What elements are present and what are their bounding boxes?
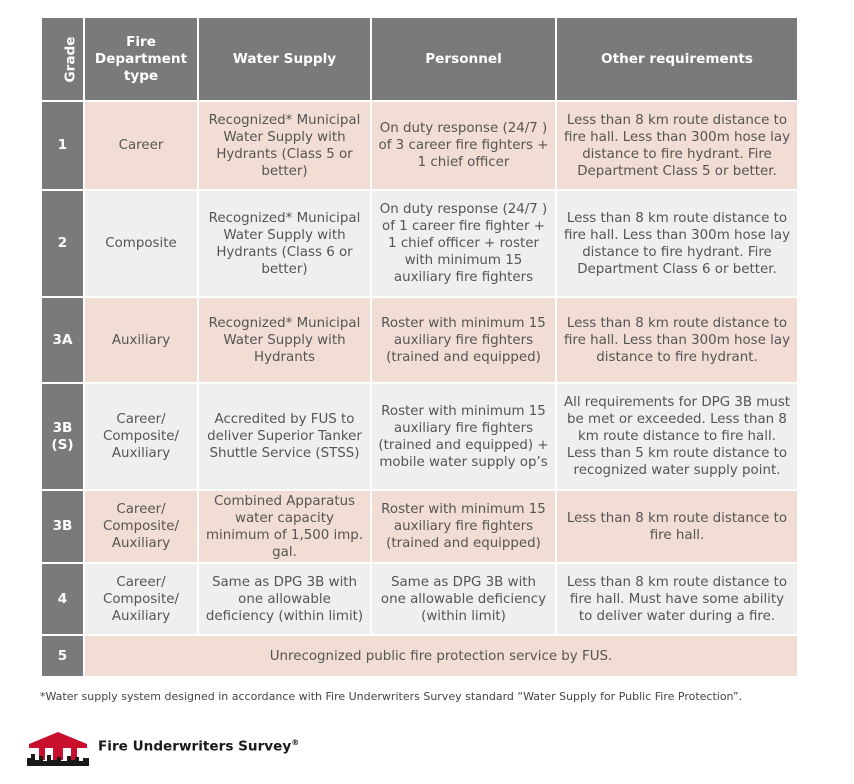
fd-type-cell: Composite xyxy=(84,190,198,297)
merged-description-cell: Unrecognized public fire protection service by FUS. xyxy=(84,635,798,677)
water-supply-cell: Combined Apparatus water capacity minimum of 1,500 imp. gal. xyxy=(198,490,371,563)
fd-type-cell: Career xyxy=(84,101,198,190)
personnel-cell: On duty response (24/7 ) of 1 career fire fighter + 1 chief officer + roster with minimum 15 auxiliary fire fighters xyxy=(371,190,556,297)
personnel-cell: Same as DPG 3B with one allowable deficiency (within limit) xyxy=(371,563,556,635)
header-personnel: Personnel xyxy=(371,17,556,101)
personnel-cell: On duty response (24/7 ) of 3 career fire fighters + 1 chief officer xyxy=(371,101,556,190)
other-requirements-cell: Less than 8 km route distance to fire hall. Must have some ability to deliver water during a fire. xyxy=(556,563,798,635)
table-row-last xyxy=(41,635,798,677)
other-requirements-cell: Less than 8 km route distance to fire hall. Less than 300m hose lay distance to fire hydrant. xyxy=(556,297,798,383)
water-supply-cell: Recognized* Municipal Water Supply with Hydrants (Class 5 or better) xyxy=(198,101,371,190)
grade-cell: 3A xyxy=(41,297,84,383)
grade-cell: 2 xyxy=(41,190,84,297)
header-other-requirements: Other requirements xyxy=(556,17,798,101)
other-requirements-cell: Less than 8 km route distance to fire hall. Less than 300m hose lay distance to fire hydrant. Fire Department Class 5 or better. xyxy=(556,101,798,190)
fd-type-cell: Auxiliary xyxy=(84,297,198,383)
water-supply-cell: Same as DPG 3B with one allowable deficiency (within limit) xyxy=(198,563,371,635)
other-requirements-cell: Less than 8 km route distance to fire hall. Less than 300m hose lay distance to fire hydrant. Fire Department Class 6 or better. xyxy=(556,190,798,297)
personnel-cell: Roster with minimum 15 auxiliary fire fighters (trained and equipped) xyxy=(371,490,556,563)
header-row xyxy=(41,17,798,101)
header-water-supply: Water Supply xyxy=(198,17,371,101)
header-grade: Grade xyxy=(41,17,84,101)
water-supply-cell: Recognized* Municipal Water Supply with Hydrants (Class 6 or better) xyxy=(198,190,371,297)
personnel-cell: Roster with minimum 15 auxiliary fire fighters (trained and equipped) + mobile water supply op’s xyxy=(371,383,556,490)
other-requirements-cell: Less than 8 km route distance to fire hall. xyxy=(556,490,798,563)
table-row xyxy=(41,101,798,190)
fire-underwriters-survey-logo xyxy=(27,730,89,766)
grade-cell: 4 xyxy=(41,563,84,635)
fd-type-cell: Career/ Composite/ Auxiliary xyxy=(84,563,198,635)
grading-table xyxy=(40,16,799,678)
table-row xyxy=(41,297,798,383)
fd-type-cell: Career/ Composite/ Auxiliary xyxy=(84,383,198,490)
grade-cell: 3B xyxy=(41,490,84,563)
table-row xyxy=(41,190,798,297)
water-supply-cell: Accredited by FUS to deliver Superior Tanker Shuttle Service (STSS) xyxy=(198,383,371,490)
grade-cell: 1 xyxy=(41,101,84,190)
table-row xyxy=(41,490,798,563)
header-fd-type: Fire Department type xyxy=(84,17,198,101)
table-row xyxy=(41,383,798,490)
other-requirements-cell: All requirements for DPG 3B must be met or exceeded. Less than 8 km route distance to fire hall. Less than 5 km route distance to recognized water supply point. xyxy=(556,383,798,490)
footnote: *Water supply system designed in accordance with Fire Underwriters Survey standard “Water Supply for Public Fire Protection”. xyxy=(40,690,743,703)
fd-type-cell: Career/ Composite/ Auxiliary xyxy=(84,490,198,563)
water-supply-cell: Recognized* Municipal Water Supply with Hydrants xyxy=(198,297,371,383)
brand-name: Fire Underwriters Survey® xyxy=(98,738,300,755)
personnel-cell: Roster with minimum 15 auxiliary fire fighters (trained and equipped) xyxy=(371,297,556,383)
grade-cell: 3B (S) xyxy=(41,383,84,490)
grade-cell: 5 xyxy=(41,635,84,677)
table-row xyxy=(41,563,798,635)
